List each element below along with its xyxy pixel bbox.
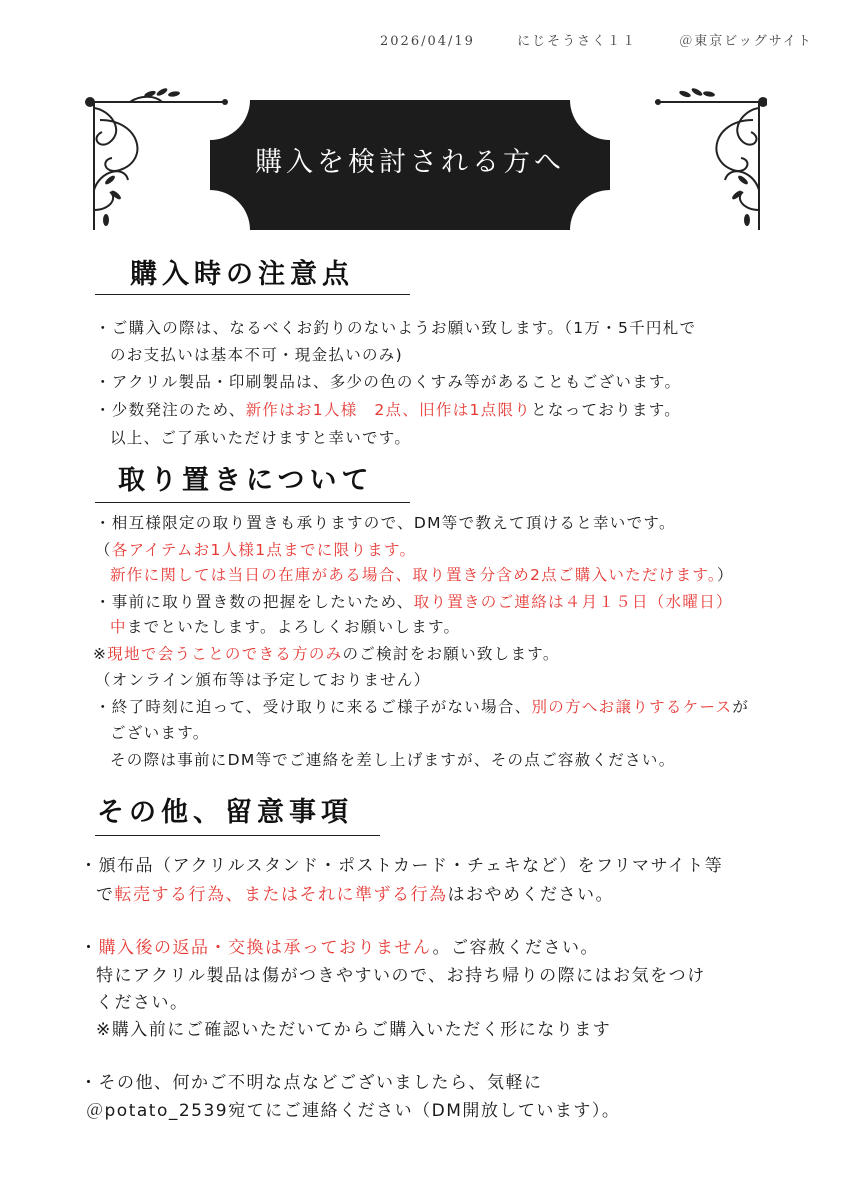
page-title: 購入を検討される方へ <box>255 147 565 178</box>
divider <box>95 294 410 295</box>
event-date: 2026/04/19 <box>380 34 475 49</box>
text-line: その際は事前にDM等でご連絡を差し上げますが、その点ご容赦ください。 <box>110 751 676 769</box>
heading-reserve: 取り置きについて <box>118 465 374 496</box>
divider <box>95 835 380 836</box>
text-line: ・アクリル製品・印刷製品は、多少の色のくすみ等があることもございます。 <box>95 373 682 391</box>
text-line: ・その他、何かご不明な点などございましたら、気軽に <box>80 1073 543 1093</box>
text-line: ・購入後の返品・交換は承っておりません。ご容赦ください。 <box>80 938 600 958</box>
text-line: 特にアクリル製品は傷がつきやすいので、お持ち帰りの際にはお気をつけ <box>96 966 706 986</box>
text-line: ございます。 <box>110 724 210 742</box>
text-line: ＠potato_2539宛てにご連絡ください（DM開放しています）。 <box>86 1101 621 1121</box>
divider <box>95 502 410 503</box>
heading-purchase: 購入時の注意点 <box>130 259 354 290</box>
text-line: 以上、ご了承いただけますと幸いです。 <box>110 429 412 447</box>
text-line: ・少数発注のため、新作はお1人様 2点、旧作は1点限りとなっております。 <box>95 401 682 419</box>
text-line: ※現地で会うことのできる方のみのご検討をお願い致します。 <box>93 645 560 663</box>
text-line: ・ご購入の際は、なるべくお釣りのないようお願い致します。（1万・5千円札で <box>95 319 697 337</box>
corner-ornament-left-icon <box>80 80 230 230</box>
corner-ornament-right-icon <box>655 80 767 230</box>
text-line: ください。 <box>96 993 189 1013</box>
event-name: にじそうさく１１ <box>517 34 638 49</box>
heading-other: その他、留意事項 <box>97 797 353 828</box>
text-line: 中までといたします。よろしくお願いします。 <box>110 618 461 636</box>
event-venue: ＠東京ビッグサイト <box>679 34 813 49</box>
text-line: ・頒布品（アクリルスタンド・ポストカード・チェキなど）をフリマサイト等 <box>80 856 724 876</box>
text-line: （各アイテムお1人様1点までに限ります。 <box>95 541 417 559</box>
text-line: （オンライン頒布等は予定しておりません） <box>95 671 431 689</box>
text-line: ・終了時刻に迫って、受け取りに来るご様子がない場合、別の方へお譲りするケースが <box>95 698 750 716</box>
text-line: ・相互様限定の取り置きも承りますので、DM等で教えて頂けると幸いです。 <box>95 514 676 532</box>
text-line: で転売する行為、またはそれに準ずる行為はおやめください。 <box>96 885 614 905</box>
text-line: 新作に関しては当日の在庫がある場合、取り置き分含め2点ご購入いただけます。） <box>110 566 734 584</box>
text-line: のお支払いは基本不可・現金払いのみ) <box>110 346 403 364</box>
text-line: ・事前に取り置き数の把握をしたいため、取り置きのご連絡は４月１５日（水曜日） <box>95 593 733 611</box>
text-line: ※購入前にご確認いただいてからご購入いただく形になります <box>96 1020 612 1040</box>
event-header <box>380 30 813 49</box>
